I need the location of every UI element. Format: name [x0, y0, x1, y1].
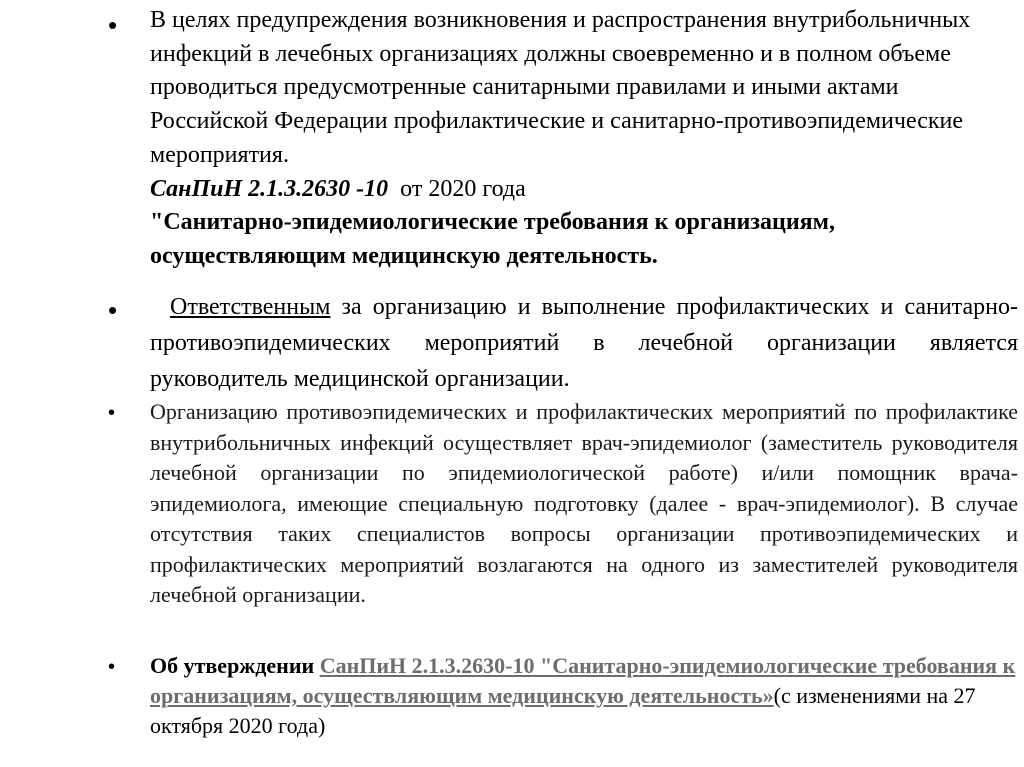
sanpin-link[interactable]: СанПиН 2.1.3.2630-10 "Санитарно-эпидемиологические требования к организациям, осуществляющим медицинскую деятельность»: [150, 653, 1016, 708]
amendments-note: (с изменениями на 27 октября 2020 года): [150, 683, 976, 738]
sanpin-title: "Санитарно-эпидемиологические требования к организациям, осуществляющим медицинскую деятельность.: [150, 209, 836, 269]
bullet-icon: •: [108, 10, 118, 40]
item-text-4: [150, 651, 1018, 741]
item-text-3: [150, 397, 1018, 611]
responsible-word: Ответственным: [170, 294, 331, 320]
bullet-icon: •: [108, 656, 116, 678]
item-3-body: Организацию противоэпидемических и профилактических мероприятий по профилактике внутрибольничных инфекций осуществляет врач-эпидемиолог (заместитель руководителя лечебной организации по эпидемиологической работе) и/или помощник врача-эпидемиолога, имеющие специальную подготовку (далее - врач-эпидемиолог). В случае отсутствия таких специалистов вопросы организации противоэпидемических и профилактических мероприятий возлагаются на одного из заместителей руководителя лечебной организации.: [150, 399, 1018, 607]
item-2-body: за организацию и выполнение профилактических и санитарно-противоэпидемических мероприятий в лечебной организации является руководитель медицинской организации.: [150, 294, 1018, 392]
item-text-2: [150, 289, 1018, 397]
item-1-body: В целях предупреждения возникновения и распространения внутрибольничных инфекций в лечебных организациях должны своевременно и в полном объеме проводиться предусмотренные санитарными правилами и иными актами Российской Федерации профилактические и санитарно-противоэпидемические мероприятия.: [150, 7, 971, 168]
item-text-1: [150, 4, 1018, 274]
approval-prefix: Об утверждении: [150, 653, 315, 678]
sanpin-reference: СанПиН 2.1.3.2630 -10: [150, 175, 389, 202]
bullet-icon: •: [108, 295, 118, 325]
bullet-icon: •: [108, 402, 116, 424]
sanpin-year: от 2020 года: [400, 175, 526, 202]
